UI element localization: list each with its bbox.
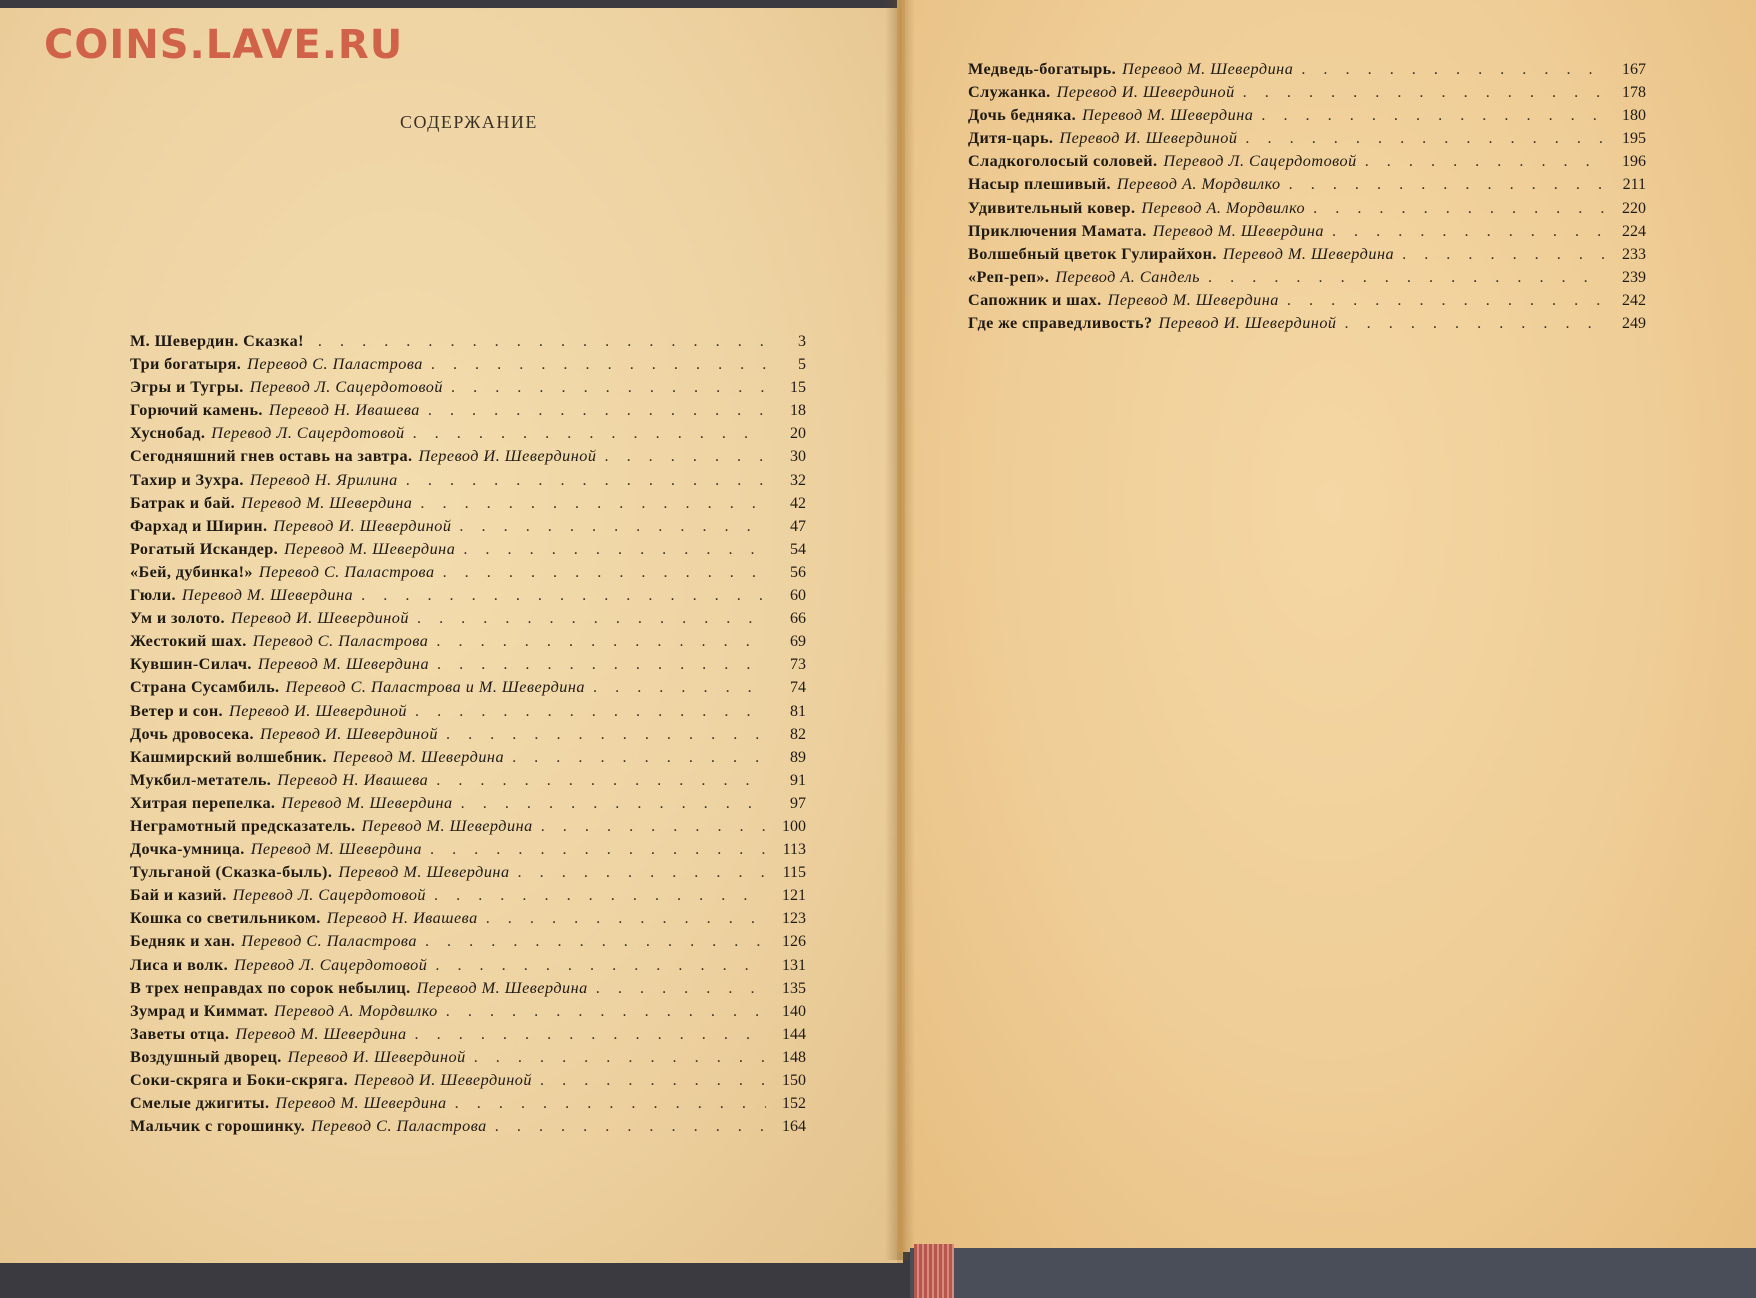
- toc-entry-translator: Перевод С. Паластрова: [258, 562, 435, 581]
- toc-entry-translator: Перевод Л. Сацердотовой: [211, 424, 405, 443]
- toc-entry-translator: Перевод М. Шевердина: [250, 840, 422, 859]
- toc-leader-dots: [361, 584, 766, 607]
- toc-entry-translator: Перевод М. Шевердина: [1107, 290, 1279, 309]
- toc-entry-translator: Перевод И. Шевердиной: [229, 701, 408, 720]
- toc-leader-dots: [463, 538, 766, 561]
- toc-entry-translator: Перевод С. Паластрова и М. Шевердина: [285, 678, 585, 697]
- toc-entry: [130, 815, 806, 838]
- toc-entry-title: Приключения Мамата.: [968, 221, 1147, 240]
- toc-entry: [130, 746, 806, 769]
- toc-entry-title: Гюли.: [130, 586, 176, 605]
- toc-entry-page-number: 140: [782, 1002, 806, 1020]
- toc-entry-translator: Перевод М. Шевердина: [281, 793, 453, 812]
- toc-entry-page-number: 249: [1622, 315, 1646, 333]
- toc-entry: [130, 653, 806, 676]
- toc-entry-title: Ветер и сон.: [130, 701, 223, 720]
- toc-entry: [130, 861, 806, 884]
- toc-leader-dots: [415, 1023, 766, 1046]
- toc-entry-translator: Перевод Н. Ивашева: [326, 909, 478, 928]
- toc-leader-dots: [428, 399, 766, 422]
- toc-entry-page-number: 42: [790, 494, 806, 512]
- toc-entry: [968, 104, 1646, 127]
- toc-entry-translator: Перевод Л. Сацердотовой: [234, 955, 428, 974]
- toc-entry-page-number: 178: [1622, 84, 1646, 102]
- toc-entry-page-number: 113: [782, 841, 806, 859]
- toc-entry-title: Заветы отца.: [130, 1024, 230, 1043]
- toc-leader-dots: [437, 653, 766, 676]
- toc-leader-dots: [446, 723, 766, 746]
- toc-entry: [130, 330, 806, 353]
- toc-entry-title: Медведь-богатырь.: [968, 60, 1117, 78]
- toc-list-right: [968, 58, 1646, 335]
- toc-entry: [130, 538, 806, 561]
- toc-entry-title: Дитя-царь.: [968, 129, 1054, 148]
- toc-entry-page-number: 91: [790, 771, 806, 789]
- toc-entry: [968, 266, 1646, 289]
- toc-entry-title: Служанка.: [968, 83, 1051, 102]
- toc-entry-title: Хуснобад.: [130, 424, 206, 443]
- toc-entry: [968, 197, 1646, 220]
- book-cover-edge: [910, 1248, 1756, 1298]
- toc-entry-title: Волшебный цветок Гулирайхон.: [968, 244, 1217, 263]
- toc-entry-title: «Реп-реп».: [968, 267, 1050, 286]
- toc-entry-page-number: 56: [790, 563, 806, 581]
- toc-leader-dots: [1287, 289, 1606, 312]
- toc-leader-dots: [1289, 173, 1606, 196]
- toc-entry-translator: Перевод Н. Ивашева: [268, 401, 420, 420]
- toc-entry-page-number: 115: [782, 864, 806, 882]
- watermark: COINS.LAVE.RU: [44, 22, 404, 68]
- toc-entry-title: Где же справедливость?: [968, 314, 1153, 333]
- toc-entry-page-number: 126: [782, 933, 806, 951]
- toc-entry-title: Соки-скряга и Боки-скряга.: [130, 1071, 348, 1089]
- toc-entry-title: Жестокий шах.: [130, 632, 247, 651]
- toc-entry-title: Тахир и Зухра.: [130, 470, 244, 489]
- toc-entry: [130, 422, 806, 445]
- toc-entry-translator: Перевод И. Шевердиной: [230, 609, 409, 628]
- toc-leader-dots: [1365, 150, 1606, 173]
- toc-entry-translator: Перевод М. Шевердина: [235, 1024, 407, 1043]
- toc-entry-translator: Перевод С. Паластрова: [241, 932, 417, 951]
- toc-entry-translator: Перевод И. Шевердиной: [1158, 314, 1337, 333]
- toc-entry-translator: Перевод С. Паластрова: [311, 1117, 487, 1136]
- toc-entry-title: Мальчик с горошинку.: [130, 1117, 306, 1136]
- toc-entry-page-number: 32: [790, 471, 806, 489]
- toc-entry: [130, 630, 806, 653]
- toc-entry-page-number: 167: [1622, 61, 1646, 78]
- toc-leader-dots: [436, 769, 766, 792]
- toc-entry-translator: Перевод И. Шевердиной: [418, 447, 597, 466]
- toc-entry-title: Батрак и бай.: [130, 493, 236, 512]
- toc-leader-dots: [518, 861, 766, 884]
- toc-entry: [130, 1000, 806, 1023]
- toc-entry-page-number: 89: [790, 748, 806, 766]
- toc-entry-title: Дочь дровосека.: [130, 724, 254, 743]
- toc-entry-page-number: 20: [790, 425, 806, 443]
- toc-entry: [968, 127, 1646, 150]
- toc-entry: [968, 312, 1646, 335]
- toc-entry-title: Бедняк и хан.: [130, 932, 236, 951]
- toc-heading: СОДЕРЖАНИЕ: [400, 112, 538, 132]
- toc-leader-dots: [425, 930, 766, 953]
- toc-leader-dots: [434, 884, 766, 907]
- toc-entry: [130, 954, 806, 977]
- toc-entry-page-number: 81: [790, 702, 806, 720]
- toc-entry-translator: Перевод М. Шевердина: [1122, 60, 1294, 78]
- toc-entry-title: Неграмотный предсказатель.: [130, 816, 356, 835]
- toc-entry-title: В трех неправдах по сорок небылиц.: [130, 978, 411, 997]
- toc-entry-translator: Перевод М. Шевердина: [275, 1094, 447, 1113]
- toc-entry-page-number: 180: [1622, 107, 1646, 125]
- toc-entry-title: Хитрая перепелка.: [130, 793, 276, 812]
- toc-list-left: [130, 330, 806, 1138]
- toc-entry: [130, 1115, 806, 1138]
- toc-entry-translator: Перевод С. Паластрова: [247, 355, 423, 374]
- toc-entry: [968, 58, 1646, 81]
- toc-entry-page-number: 239: [1622, 268, 1646, 286]
- toc-entry-translator: Перевод М. Шевердина: [332, 747, 505, 766]
- toc-entry-translator: Перевод М. Шевердина: [1222, 244, 1395, 263]
- toc-entry-translator: Перевод И. Шевердиной: [273, 516, 452, 535]
- toc-entry-translator: Перевод Л. Сацердотовой: [249, 378, 443, 397]
- toc-leader-dots: [435, 954, 766, 977]
- toc-entry-page-number: 18: [790, 402, 806, 420]
- toc-leader-dots: [1208, 266, 1606, 289]
- toc-entry: [130, 607, 806, 630]
- toc-leader-dots: [461, 792, 766, 815]
- toc-entry: [130, 515, 806, 538]
- toc-leader-dots: [443, 561, 766, 584]
- toc-entry: [968, 173, 1646, 196]
- toc-entry-page-number: 242: [1622, 291, 1646, 309]
- toc-leader-dots: [430, 838, 766, 861]
- toc-entry-title: Рогатый Искандер.: [130, 539, 279, 558]
- toc-entry-page-number: 233: [1622, 245, 1646, 263]
- toc-entry-page-number: 66: [790, 610, 806, 628]
- toc-entry-page-number: 135: [782, 979, 806, 997]
- toc-entry-title: Воздушный дворец.: [130, 1047, 282, 1066]
- toc-entry-title: Кошка со светильником.: [130, 909, 321, 928]
- toc-entry: [968, 289, 1646, 312]
- toc-entry-translator: Перевод Н. Ивашева: [277, 770, 429, 789]
- toc-entry: [130, 676, 806, 699]
- toc-leader-dots: [1402, 243, 1606, 266]
- toc-entry: [130, 884, 806, 907]
- toc-entry-page-number: 97: [790, 794, 806, 812]
- toc-entry-title: Удивительный ковер.: [968, 198, 1136, 217]
- toc-entry-page-number: 131: [782, 956, 806, 974]
- toc-entry-title: Кашмирский волшебник.: [130, 747, 327, 766]
- toc-entry-page-number: 74: [790, 679, 806, 697]
- toc-entry-translator: Перевод М. Шевердина: [181, 586, 354, 605]
- toc-leader-dots: [431, 353, 766, 376]
- toc-leader-dots: [413, 422, 766, 445]
- toc-entry: [968, 220, 1646, 243]
- toc-entry-page-number: 73: [790, 656, 806, 674]
- toc-entry-translator: Перевод М. Шевердина: [361, 816, 533, 835]
- toc-entry-page-number: 144: [782, 1025, 806, 1043]
- toc-leader-dots: [318, 330, 766, 353]
- toc-entry-translator: Перевод И. Шевердиной: [1056, 83, 1235, 102]
- toc-entry: [130, 492, 806, 515]
- toc-entry: [130, 445, 806, 468]
- toc-leader-dots: [1332, 220, 1606, 243]
- toc-leader-dots: [415, 700, 766, 723]
- toc-entry-title: Мукбил-метатель.: [130, 770, 272, 789]
- toc-entry-page-number: 3: [798, 333, 806, 350]
- toc-leader-dots: [593, 676, 766, 699]
- toc-entry-title: Страна Сусамбиль.: [130, 678, 280, 697]
- toc-entry-page-number: 47: [790, 517, 806, 535]
- toc-entry-page-number: 60: [790, 587, 806, 605]
- toc-entry: [130, 977, 806, 1000]
- toc-leader-dots: [451, 376, 766, 399]
- toc-entry-page-number: 100: [782, 817, 806, 835]
- toc-entry-page-number: 195: [1622, 130, 1646, 148]
- toc-entry: [130, 792, 806, 815]
- toc-entry: [130, 1092, 806, 1115]
- toc-entry-title: Дочь бедняка.: [968, 106, 1077, 125]
- book-gutter: [885, 0, 915, 1260]
- toc-entry: [130, 469, 806, 492]
- toc-entry-translator: Перевод С. Паластрова: [252, 632, 429, 651]
- toc-entry-title: Сладкоголосый соловей.: [968, 152, 1158, 171]
- toc-entry-page-number: 152: [782, 1095, 806, 1113]
- toc-entry-page-number: 5: [798, 356, 806, 374]
- toc-entry-translator: Перевод А. Сандель: [1055, 267, 1201, 286]
- toc-entry-title: Насыр плешивый.: [968, 175, 1111, 194]
- toc-entry: [130, 723, 806, 746]
- toc-entry-title: Ум и золото.: [130, 609, 225, 628]
- toc-entry-title: Сегодняшний гнев оставь на завтра.: [130, 447, 413, 466]
- toc-leader-dots: [446, 1000, 766, 1023]
- toc-entry-title: М. Шевердин. Сказка!: [130, 332, 304, 350]
- toc-entry: [130, 930, 806, 953]
- toc-entry-translator: Перевод Л. Сацердотовой: [1163, 152, 1357, 171]
- toc-leader-dots: [1243, 81, 1606, 104]
- toc-entry-translator: Перевод М. Шевердина: [284, 539, 456, 558]
- toc-entry-translator: Перевод М. Шевердина: [338, 863, 510, 882]
- toc-leader-dots: [459, 515, 766, 538]
- toc-leader-dots: [512, 746, 766, 769]
- toc-entry: [130, 838, 806, 861]
- toc-leader-dots: [596, 977, 766, 1000]
- toc-entry-page-number: 121: [782, 887, 806, 905]
- toc-entry-title: «Бей, дубинка!»: [130, 562, 253, 581]
- toc-entry-translator: Перевод Л. Сацердотовой: [232, 886, 427, 905]
- toc-leader-dots: [541, 815, 766, 838]
- toc-entry-page-number: 54: [790, 540, 806, 558]
- toc-leader-dots: [486, 907, 766, 930]
- toc-entry: [130, 1069, 806, 1092]
- toc-entry: [130, 1023, 806, 1046]
- toc-entry: [130, 561, 806, 584]
- toc-entry: [130, 399, 806, 422]
- toc-entry-title: Дочка-умница.: [130, 840, 245, 859]
- toc-entry-title: Три богатыря.: [130, 355, 242, 374]
- toc-entry-translator: Перевод И. Шевердиной: [259, 724, 438, 743]
- toc-entry-page-number: 150: [782, 1072, 806, 1089]
- toc-entry-page-number: 123: [782, 910, 806, 928]
- toc-entry-title: Горючий камень.: [130, 401, 263, 420]
- toc-entry: [130, 700, 806, 723]
- toc-leader-dots: [417, 607, 766, 630]
- toc-entry-page-number: 220: [1622, 199, 1646, 217]
- toc-entry-translator: Перевод А. Мордвилко: [274, 1001, 438, 1020]
- toc-entry-page-number: 82: [790, 725, 806, 743]
- toc-leader-dots: [540, 1069, 766, 1092]
- toc-entry-page-number: 69: [790, 633, 806, 651]
- toc-entry-translator: Перевод М. Шевердина: [1152, 221, 1324, 240]
- toc-entry-title: Сапожник и шах.: [968, 290, 1102, 309]
- toc-entry: [130, 376, 806, 399]
- toc-entry-page-number: 224: [1622, 222, 1646, 240]
- toc-entry: [968, 150, 1646, 173]
- book-spine-binding: [914, 1244, 954, 1298]
- toc-entry-title: Смелые джигиты.: [130, 1094, 270, 1113]
- toc-entry: [968, 243, 1646, 266]
- toc-entry-page-number: 196: [1622, 153, 1646, 171]
- toc-entry-translator: Перевод А. Мордвилко: [1141, 198, 1306, 217]
- toc-entry-page-number: 164: [782, 1118, 806, 1136]
- toc-leader-dots: [436, 630, 766, 653]
- toc-entry: [130, 907, 806, 930]
- toc-entry-translator: Перевод И. Шевердиной: [1059, 129, 1238, 148]
- toc-entry-title: Бай и казий.: [130, 886, 227, 905]
- toc-entry-translator: Перевод М. Шевердина: [257, 655, 430, 674]
- toc-entry: [130, 769, 806, 792]
- toc-entry-title: Кувшин-Силач.: [130, 655, 252, 674]
- toc-entry-page-number: 30: [790, 448, 806, 466]
- toc-entry-translator: Перевод И. Шевердиной: [287, 1047, 466, 1066]
- toc-entry-title: Зумрад и Киммат.: [130, 1001, 269, 1020]
- toc-leader-dots: [406, 469, 766, 492]
- toc-entry-page-number: 211: [1622, 176, 1646, 194]
- toc-leader-dots: [495, 1115, 766, 1138]
- toc-entry-translator: Перевод М. Шевердина: [241, 493, 413, 512]
- toc-leader-dots: [1245, 127, 1606, 150]
- toc-entry-title: Фархад и Ширин.: [130, 516, 268, 535]
- toc-entry: [968, 81, 1646, 104]
- toc-leader-dots: [474, 1046, 766, 1069]
- toc-entry: [130, 1046, 806, 1069]
- toc-entry: [130, 353, 806, 376]
- toc-leader-dots: [1301, 58, 1606, 81]
- toc-leader-dots: [604, 445, 766, 468]
- toc-entry-translator: Перевод М. Шевердина: [1082, 106, 1254, 125]
- toc-entry-translator: Перевод Н. Ярилина: [249, 470, 398, 489]
- toc-entry-title: Эгры и Тугры.: [130, 378, 244, 397]
- toc-entry: [130, 584, 806, 607]
- toc-leader-dots: [420, 492, 766, 515]
- toc-entry-page-number: 15: [790, 379, 806, 397]
- toc-entry-translator: Перевод М. Шевердина: [416, 978, 588, 997]
- toc-leader-dots: [1345, 312, 1606, 335]
- toc-entry-page-number: 148: [782, 1048, 806, 1066]
- toc-leader-dots: [1313, 197, 1606, 220]
- toc-leader-dots: [455, 1092, 766, 1115]
- toc-entry-translator: Перевод А. Мордвилко: [1116, 175, 1281, 194]
- toc-entry-title: Тульганой (Сказка-быль).: [130, 863, 333, 882]
- toc-leader-dots: [1261, 104, 1606, 127]
- toc-entry-title: Лиса и волк.: [130, 955, 229, 974]
- toc-entry-translator: Перевод И. Шевердиной: [353, 1071, 532, 1089]
